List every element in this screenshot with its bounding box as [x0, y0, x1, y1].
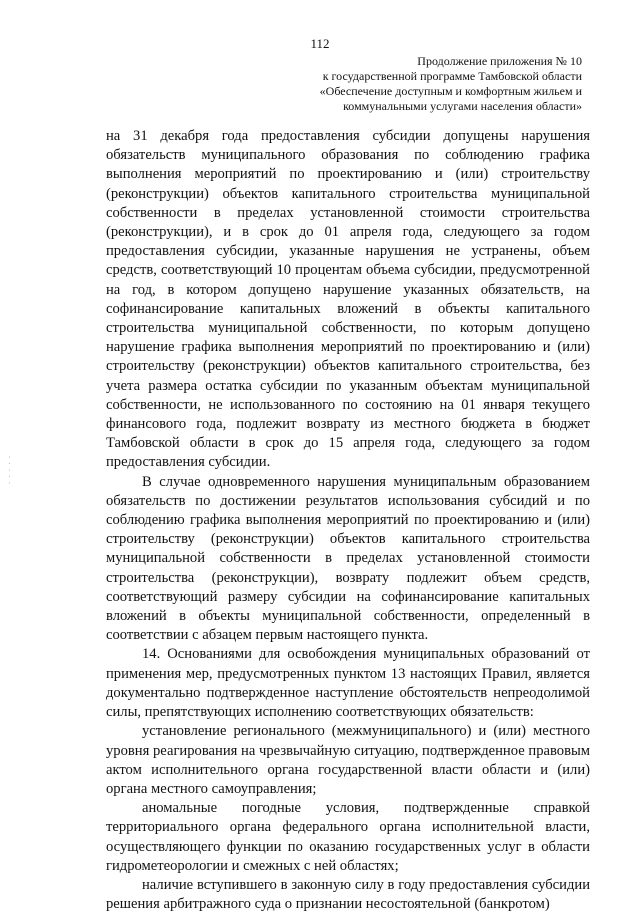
- appendix-header-line: к государственной программе Тамбовской области: [322, 69, 582, 83]
- paragraph-weather: аномальные погодные условия, подтвержденные справкой территориального органа федерального органа исполнительной власти, осуществляющего функции по оказанию государственных услуг в области гидрометеорологии и смежных с ней областях;: [106, 800, 590, 874]
- appendix-header-line: Продолжение приложения № 10: [417, 54, 582, 68]
- margin-mark: · · · · ·: [6, 455, 14, 485]
- appendix-header: [242, 54, 582, 114]
- appendix-header-line: коммунальными услугами населения области»: [343, 99, 582, 113]
- paragraph-emergency: установление регионального (межмуниципального) и (или) местного уровня реагирования на чрезвычайную ситуацию, подтвержденное правовым актом исполнительного органа государственной власти области и (или) органа местного самоуправления;: [106, 723, 590, 797]
- paragraph-court-decision: наличие вступившего в законную силу в году предоставления субсидии решения арбитражного суда о признании несостоятельной (банкротом): [106, 876, 590, 913]
- page-number: 112: [310, 36, 330, 51]
- paragraph-simultaneous-violation: В случае одновременного нарушения муниципальным образованием обязательств по достижении результатов использования субсидий и по соблюдению графика выполнения мероприятий по проектированию и (или) строительству (реконструкции) объектов капитального строительства муниципальной собственности в пределах установленной стоимости строительства (реконструкции), возврату подлежит объем средств, соответствующий размеру субсидии на софинансирование капитальных вложений в объекты муниципальной собственности, определенный в соответствии с абзацем первым настоящего пункта.: [106, 473, 590, 644]
- document-body: [106, 127, 590, 914]
- appendix-header-line: «Обеспечение доступным и комфортным жильем и: [319, 84, 582, 98]
- paragraph-item-14: 14. Основаниями для освобождения муниципальных образований от применения мер, предусмотренных пунктом 13 настоящих Правил, является документально подтвержденное наступление обстоятельств непреодолимой силы, препятствующих исполнению соответствующих обязательств:: [106, 646, 590, 721]
- paragraph-continuation: на 31 декабря года предоставления субсидии допущены нарушения обязательств муниципального образования по соблюдению графика выполнения мероприятий по проектированию и (или) строительству (реконструкции) объектов капитального строительства муниципальной собственности в пределах установленной стоимости строительства (реконструкции), и в срок до 01 апреля года, следующего за годом предоставления субсидии, указанные нарушения не устранены, объем средств, соответствующий 10 процентам объема субсидии, предусмотренной на год, в котором допущено нарушение указанных обязательств, на софинансирование капитальных вложений в объекты капитального строительства муниципальной собственности, по которым допущено нарушение графика выполнения мероприятий по проектированию и (или) строительству (реконструкции) объектов капитального строительства, без учета размера остатка субсидии по указанным объектам муниципальной собственности, не использованного по состоянию на 01 января текущего финансового года, подлежит возврату из местного бюджета в бюджет Тамбовской области в срок до 15 апреля года, следующего за годом предоставления субсидии.: [106, 128, 590, 471]
